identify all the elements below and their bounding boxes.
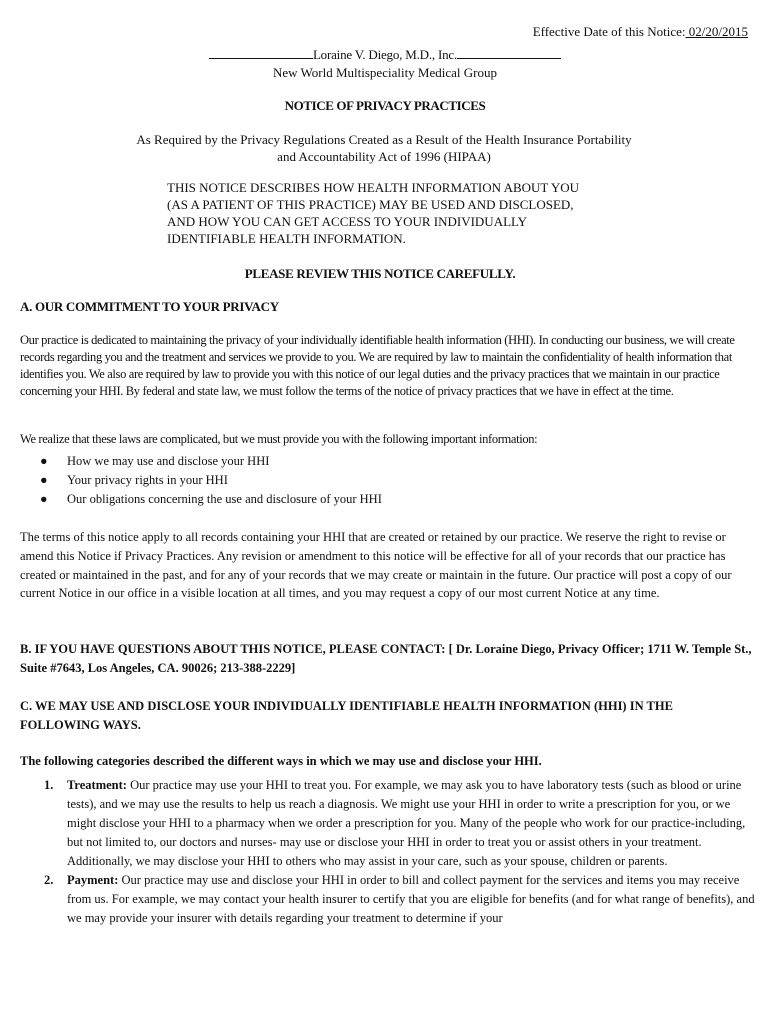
hipaa-requirement-line-2: and Accountability Act of 1996 (HIPAA) <box>277 149 491 164</box>
blank-line-right <box>457 46 561 59</box>
item-label: Payment: <box>67 873 119 887</box>
hipaa-requirement <box>0 131 770 165</box>
list-number: 2. <box>44 873 54 887</box>
list-item <box>40 490 720 509</box>
bullet-text: Our obligations concerning the use and disclosure of your HHI <box>67 492 382 506</box>
practice-name: Loraine V. Diego, M.D., Inc. <box>312 47 458 62</box>
section-a-paragraph-3: The terms of this notice apply to all records containing your HHI that are created or retained by our practice. We reserve the right to revise or amend this Notice if Privacy Practices. Any revision or amendment to this notice will be effective for all of your records that our practice has created or maintained in the past, and for any of your records that we may create or maintain in the future. Our practice will post a copy of our current Notice in our office in a visible location at all times, and you may request a copy of our most current Notice at any time. <box>20 530 732 601</box>
section-c-intro: The following categories described the different ways in which we may use and disclose your HHI. <box>20 754 542 768</box>
bullet-text: Your privacy rights in your HHI <box>67 473 228 487</box>
effective-date-value: 02/20/2015 <box>685 24 748 39</box>
medical-group-name: New World Multispeciality Medical Group <box>272 65 497 80</box>
item-label: Treatment: <box>67 778 127 792</box>
list-number: 1. <box>44 778 54 792</box>
notice-description <box>167 179 627 247</box>
bullet-icon: ● <box>40 492 48 506</box>
list-item-treatment <box>20 776 755 871</box>
description-line-4: IDENTIFIABLE HEALTH INFORMATION. <box>167 231 406 246</box>
item-text: Our practice may use and disclose your HHI in order to bill and collect payment for the services and items you may receive from us. For example, we may contact your health insurer to certify that you are eligible for benefits (and for what range of benefits), and we may provide your insurer with details regarding your treatment to determine if your <box>67 873 755 925</box>
bullet-text: How we may use and disclose your HHI <box>67 454 270 468</box>
section-b-heading: B. IF YOU HAVE QUESTIONS ABOUT THIS NOTICE, PLEASE CONTACT: [ Dr. Loraine Diego, Privacy Officer; 1711 W. Temple St., Suite #7643, Los Angeles, CA. 90026; 213-388-2229] <box>20 642 752 675</box>
bullet-icon: ● <box>40 473 48 487</box>
item-text: Our practice may use your HHI to treat you. For example, we may ask you to have laboratory tests (such as blood or urine tests), and we may use the results to help us reach a diagnosis. We might use your HHI in order to write a prescription for you, or we might disclose your HHI to a pharmacy when we order a prescription for you. Many of the people who work for our practice-including, but not limited to, our doctors and nurses- may use or disclose your HHI in order to treat you or assist others in your treatment. Additionally, we may disclose your HHI to others who may assist in your care, such as your spouse, children or parents. <box>67 778 746 868</box>
effective-date-line <box>533 24 748 40</box>
list-item <box>40 471 720 490</box>
page-title: NOTICE OF PRIVACY PRACTICES <box>284 98 486 113</box>
practice-name-line <box>0 46 770 63</box>
section-a-paragraph-1: Our practice is dedicated to maintaining the privacy of your individually identifiable health information (HHI). In conducting our business, we will create records regarding you and the treatment and services we provide to you. We are required by law to maintain the confidentiality of health information that identifies you. We also are required by law to provide you with this notice of our legal duties and the privacy practices that we maintain in our practice concerning your HHI. By federal and state law, we must follow the terms of the notice of privacy practices that we have in effect at the time. <box>20 333 735 398</box>
section-a-heading: A. OUR COMMITMENT TO YOUR PRIVACY <box>20 299 279 314</box>
list-item <box>40 452 720 471</box>
review-notice-heading: PLEASE REVIEW THIS NOTICE CAREFULLY. <box>244 266 516 281</box>
section-a-paragraph-2: We realize that these laws are complicated, but we must provide you with the following important information: <box>20 432 538 446</box>
bullet-icon: ● <box>40 454 48 468</box>
description-line-3: AND HOW YOU CAN GET ACCESS TO YOUR INDIVIDUALLY <box>167 214 528 229</box>
hipaa-requirement-line-1: As Required by the Privacy Regulations Created as a Result of the Health Insurance Portability <box>136 132 632 147</box>
list-item-payment <box>20 871 755 928</box>
description-line-1: THIS NOTICE DESCRIBES HOW HEALTH INFORMATION ABOUT YOU <box>167 180 580 195</box>
description-line-2: (AS A PATIENT OF THIS PRACTICE) MAY BE USED AND DISCLOSED, <box>167 197 574 212</box>
blank-line-left <box>209 46 313 59</box>
information-bullet-list <box>40 452 720 509</box>
effective-date-label: Effective Date of this Notice: <box>532 24 686 39</box>
uses-numbered-list <box>20 776 755 928</box>
section-c-heading: C. WE MAY USE AND DISCLOSE YOUR INDIVIDUALLY IDENTIFIABLE HEALTH INFORMATION (HHI) IN THE FOLLOWING WAYS. <box>20 699 673 732</box>
